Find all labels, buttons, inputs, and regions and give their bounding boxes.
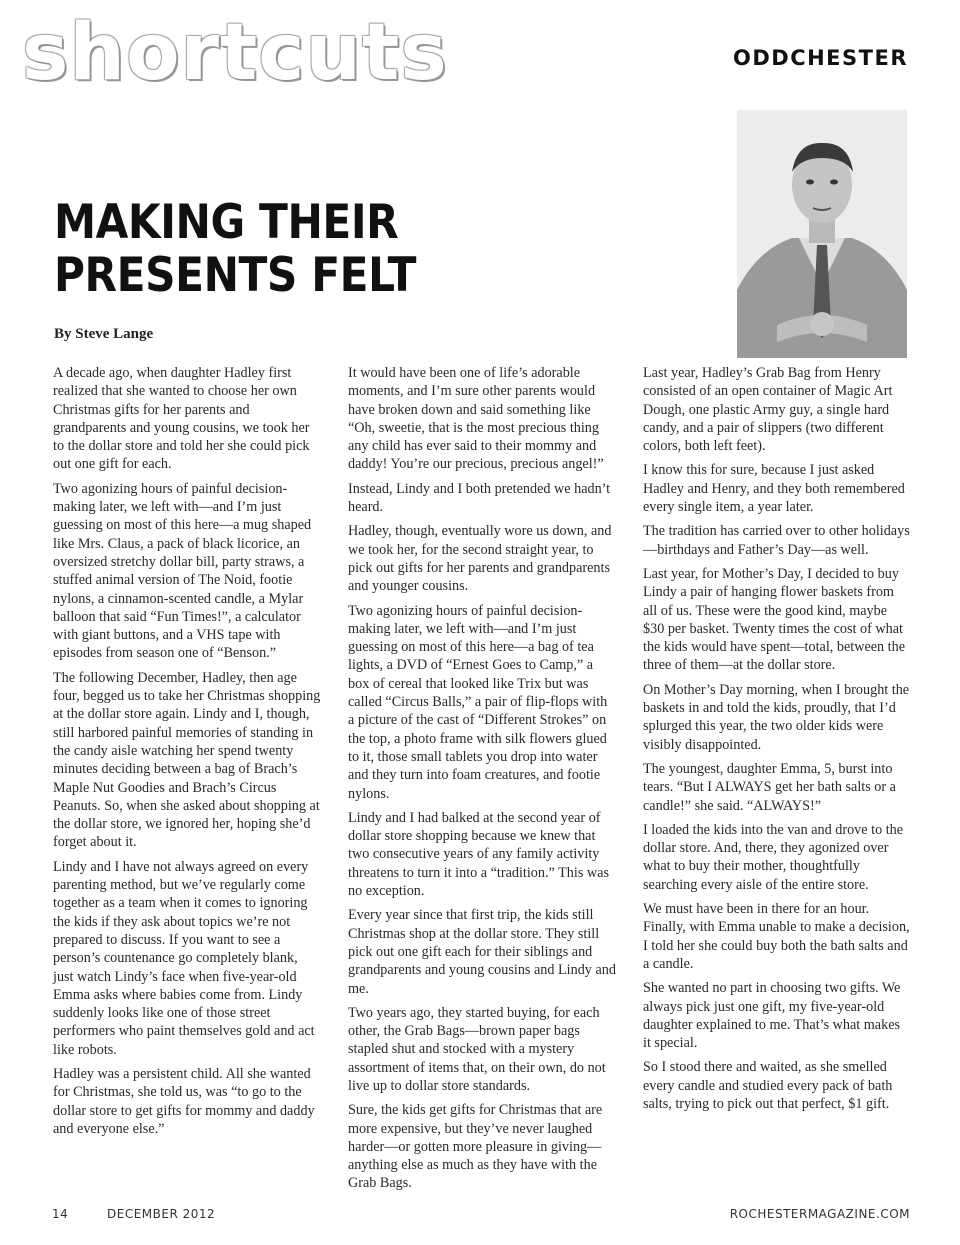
article-column-1 (53, 364, 321, 1144)
paragraph: Hadley, though, eventually wore us down, and we took her, for the second straight year, to pick out gifts for her parents and grandparents and younger cousins. (348, 523, 612, 595)
paragraph: The youngest, daughter Emma, 5, burst into tears. “But I ALWAYS get her bath salts or a candle!” she said. “ALWAYS!” (643, 760, 896, 814)
paragraph: I loaded the kids into the van and drove to the dollar store. And, there, they agonized over what to buy their mother, thoughtfully searching every aisle of the entire store. (643, 821, 904, 893)
paragraph: A decade ago, when daughter Hadley first realized that she wanted to choose her own Christmas gifts for her parents and grandparents and young cousins, we took her to the dollar store and told her she could pick out one gift for each. (53, 365, 310, 473)
section-label: ODDCHESTER (732, 46, 908, 70)
headline-line-2: PRESENTS FELT (54, 248, 417, 303)
article-column-3 (643, 364, 911, 1119)
paragraph: The tradition has carried over to other holidays—birthdays and Father’s Day—as well. (643, 523, 910, 558)
paragraph: The following December, Hadley, then age four, begged us to take her Christmas shopping at the dollar store again. Lindy and I, though, still harbored painful memories of standing in the candy aisle watching her spend twenty minutes deciding between a bag of Brach’s Maple Nut Goodies and Brach’s Circus Peanuts. So, when she asked about shopping at the dollar store, we ignored her, hoping she’d forget about it. (53, 669, 321, 851)
paragraph: Hadley was a persistent child. All she wanted for Christmas, she told us, was “to go to the dollar store to get gifts for mommy and daddy and everyone else.” (53, 1065, 315, 1137)
paragraph: Sure, the kids get gifts for Christmas that are more expensive, but they’ve never laughed harder—or gotten more pleasure in giving—anything else as much as they have with the Grab Bags. (348, 1102, 603, 1192)
paragraph: Last year, Hadley’s Grab Bag from Henry consisted of an open container of Magic Art Dough, one plastic Army guy, a single hard candy, and a pair of slippers (two different colors, both left feet). (643, 365, 893, 455)
paragraph: She wanted no part in choosing two gifts. We always pick just one gift, my five-year-old daughter explained to me. That’s what makes it special. (643, 980, 901, 1052)
article-column-2 (348, 364, 616, 1199)
paragraph: We must have been in there for an hour. Finally, with Emma unable to make a decision, I told her she could buy both the bath salts and a candle. (643, 901, 910, 972)
paragraph: I know this for sure, because I just asked Hadley and Henry, and they both remembered every single item, a year later. (643, 462, 905, 516)
paragraph: Every year since that first trip, the kids still Christmas shop at the dollar store. They still pick out one gift each for their siblings and grandparents and young cousins and Lindy and me. (348, 907, 616, 997)
author-photo (737, 110, 907, 358)
byline: By Steve Lange (54, 326, 154, 342)
author-portrait-illustration (737, 110, 907, 358)
paragraph: Last year, for Mother’s Day, I decided to buy Lindy a pair of hanging flower baskets from all of us. These were the good kind, maybe $30 per basket. Twenty times the cost of what the kids would have spent—total, between the three of them—at the dollar store. (643, 565, 906, 674)
masthead-logo: shortcuts (22, 8, 448, 98)
paragraph: So I stood there and waited, as she smelled every candle and studied every pack of bath salts, trying to pick out that perfect, $1 gift. (643, 1059, 893, 1112)
paragraph: Two agonizing hours of painful decision-making later, we left with—and I’m just guessing on most of this here—a bag of tea lights, a DVD of “Ernest Goes to Camp,” a box of cereal that looked like Trix but was called “Circus Balls,” a pair of flip-flops with a picture of the cast of “Different Strokes” on the top, a photo frame with silk flowers glued to it, those small tablets you drop into water and they turn into foam creatures, and footie nylons. (348, 602, 608, 802)
paragraph: Lindy and I had balked at the second year of dollar store shopping because we knew that two consecutive years of any family activity threatens to turn it into a “tradition.” This was no exception. (348, 809, 609, 900)
paragraph: It would have been one of life’s adorable moments, and I’m sure other parents would have broken down and said something like “Oh, sweetie, that is the most precious thing any child has ever said to their mommy and daddy! You’re our precious, precious angel!” (348, 365, 604, 473)
page-number: 14 (52, 1207, 69, 1221)
paragraph: Instead, Lindy and I both pretended we hadn’t heard. (348, 480, 611, 516)
website-link[interactable]: ROCHESTERMAGAZINE.COM (729, 1207, 910, 1221)
issue-date: DECEMBER 2012 (107, 1207, 216, 1221)
paragraph: Two agonizing hours of painful decision-making later, we left with—and I’m just guessing on most of this here—a mug shaped like Mrs. Claus, a pack of black licorice, an oversized stretchy dollar bill, party straws, a stuffed animal version of The Noid, footie nylons, a cinnamon-scented candle, a Mylar balloon that said “Fun Times!”, a calculator with giant buttons, and a VHS tape with episodes from season one of “Benson.” (53, 480, 312, 662)
paragraph: Lindy and I have not always agreed on every parenting method, but we’ve regularly come together as a team when it comes to ignoring the kids if they ask about topics we’re not prepared to discuss. If you want to see a person’s countenance go completely blank, just watch Lindy’s face when five-year-old Emma asks where babies come from. Lindy suddenly looks like one of those street performers who paint themselves gold and act like robots. (53, 858, 315, 1058)
article-headline (54, 196, 416, 302)
headline-line-1: MAKING THEIR (54, 195, 399, 250)
paragraph: On Mother’s Day morning, when I brought the baskets in and told the kids, proudly, that I’d splurged this year, the two older kids were visibly disappointed. (643, 681, 910, 753)
paragraph: Two years ago, they started buying, for each other, the Grab Bags—brown paper bags stapled shut and stocked with a mystery assortment of items that, on their own, do not live up to dollar store standards. (348, 1004, 606, 1094)
